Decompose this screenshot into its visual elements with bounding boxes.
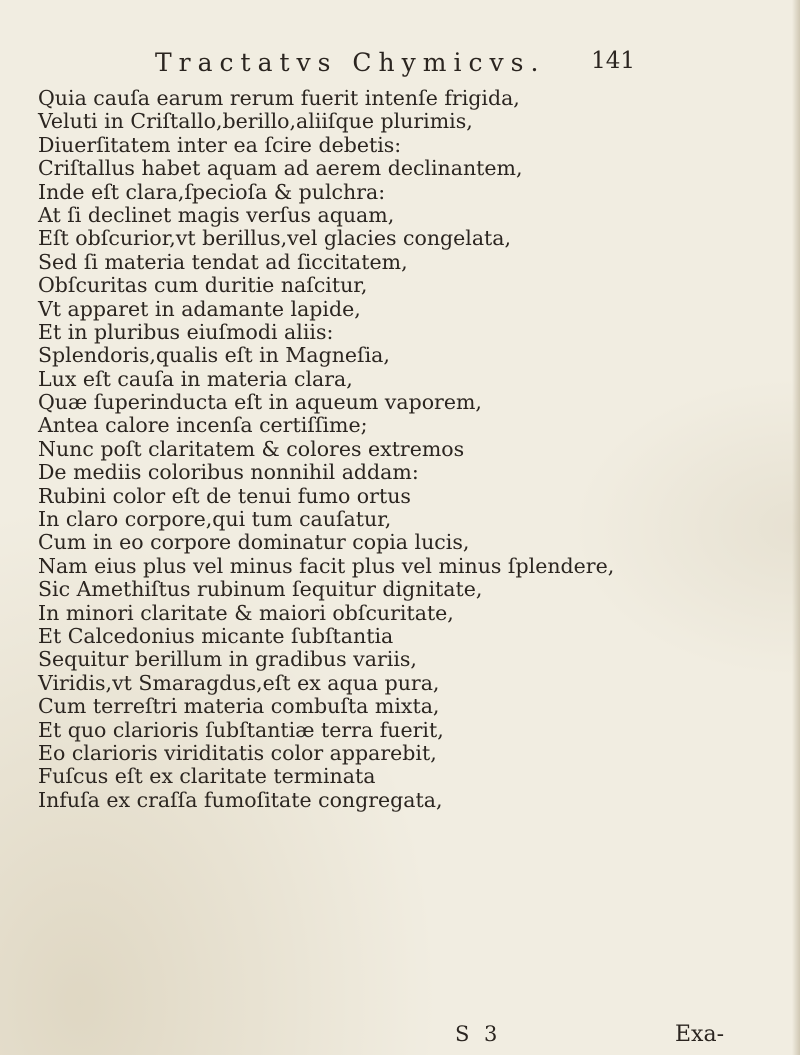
text-line: De mediis coloribus nonnihil addam:: [38, 460, 419, 485]
text-line: Antea calore incenſa certiſſime;: [38, 413, 368, 438]
text-line: Eſt obſcurior,vt berillus,vel glacies congelata,: [38, 226, 512, 251]
text-line: In claro corpore,qui tum cauſatur,: [38, 507, 392, 532]
text-line: Splendoris,qualis eſt in Magneſia,: [38, 343, 390, 368]
text-line: In minori claritate & maiori obſcuritate,: [38, 600, 454, 625]
page-edge-shadow: [792, 0, 800, 1055]
text-line: Sed ſi materia tendat ad ſiccitatem,: [38, 249, 408, 274]
text-line: Criſtallus habet aquam ad aerem declinantem,: [38, 156, 523, 181]
text-line: Cum in eo corpore dominatur copia lucis,: [38, 530, 470, 555]
page-footer: [0, 1022, 800, 1048]
text-line: At ſi declinet magis verſus aquam,: [38, 202, 395, 227]
text-line: Sic Amethiſtus rubinum ſequitur dignitate,: [38, 577, 483, 602]
text-line: Nunc poſt claritatem & colores extremos: [38, 436, 465, 461]
text-line: Diuerſitatem inter ea ſcire debetis:: [38, 132, 402, 157]
text-line: Cum terreſtri materia combuſta mixta,: [38, 694, 440, 719]
text-line: Eo clarioris viriditatis color apparebit,: [38, 740, 437, 765]
text-line: Obſcuritas cum duritie naſcitur,: [38, 273, 368, 298]
text-line: Veluti in Criſtallo,berillo,aliiſque plurimis,: [38, 109, 473, 134]
text-line: Et quo clarioris ſubſtantiæ terra fuerit,: [38, 717, 444, 742]
catchword: Exa-: [675, 1022, 725, 1047]
page-number: 141: [591, 48, 635, 74]
text-line: Et Calcedonius micante ſubſtantia: [38, 623, 394, 648]
signature-mark: S 3: [455, 1022, 502, 1046]
text-line: Viridis,vt Smaragdus,eſt ex aqua pura,: [38, 670, 440, 695]
text-line: Quæ ſuperinducta eſt in aqueum vaporem,: [38, 390, 482, 415]
verse-text-block: [38, 87, 778, 812]
text-line: Infuſa ex craſſa fumoſitate congregata,: [38, 787, 443, 812]
text-line: Lux eſt cauſa in materia clara,: [38, 366, 353, 391]
text-line: Quia cauſa earum rerum fuerit intenſe frigida,: [38, 86, 520, 110]
page-header: [155, 48, 635, 82]
text-line: Vt apparet in adamante lapide,: [38, 296, 361, 321]
text-line: Rubini color eſt de tenui fumo ortus: [38, 483, 411, 508]
running-title: Tractatvs Chymicvs.: [155, 48, 546, 77]
text-line: Et in pluribus eiuſmodi aliis:: [38, 319, 334, 344]
text-line: Fuſcus eſt ex claritate terminata: [38, 764, 376, 789]
text-line: Nam eius plus vel minus facit plus vel minus ſplendere,: [38, 553, 615, 578]
text-line: Sequitur berillum in gradibus variis,: [38, 647, 417, 672]
text-line: Inde eſt clara,ſpecioſa & pulchra:: [38, 179, 386, 204]
